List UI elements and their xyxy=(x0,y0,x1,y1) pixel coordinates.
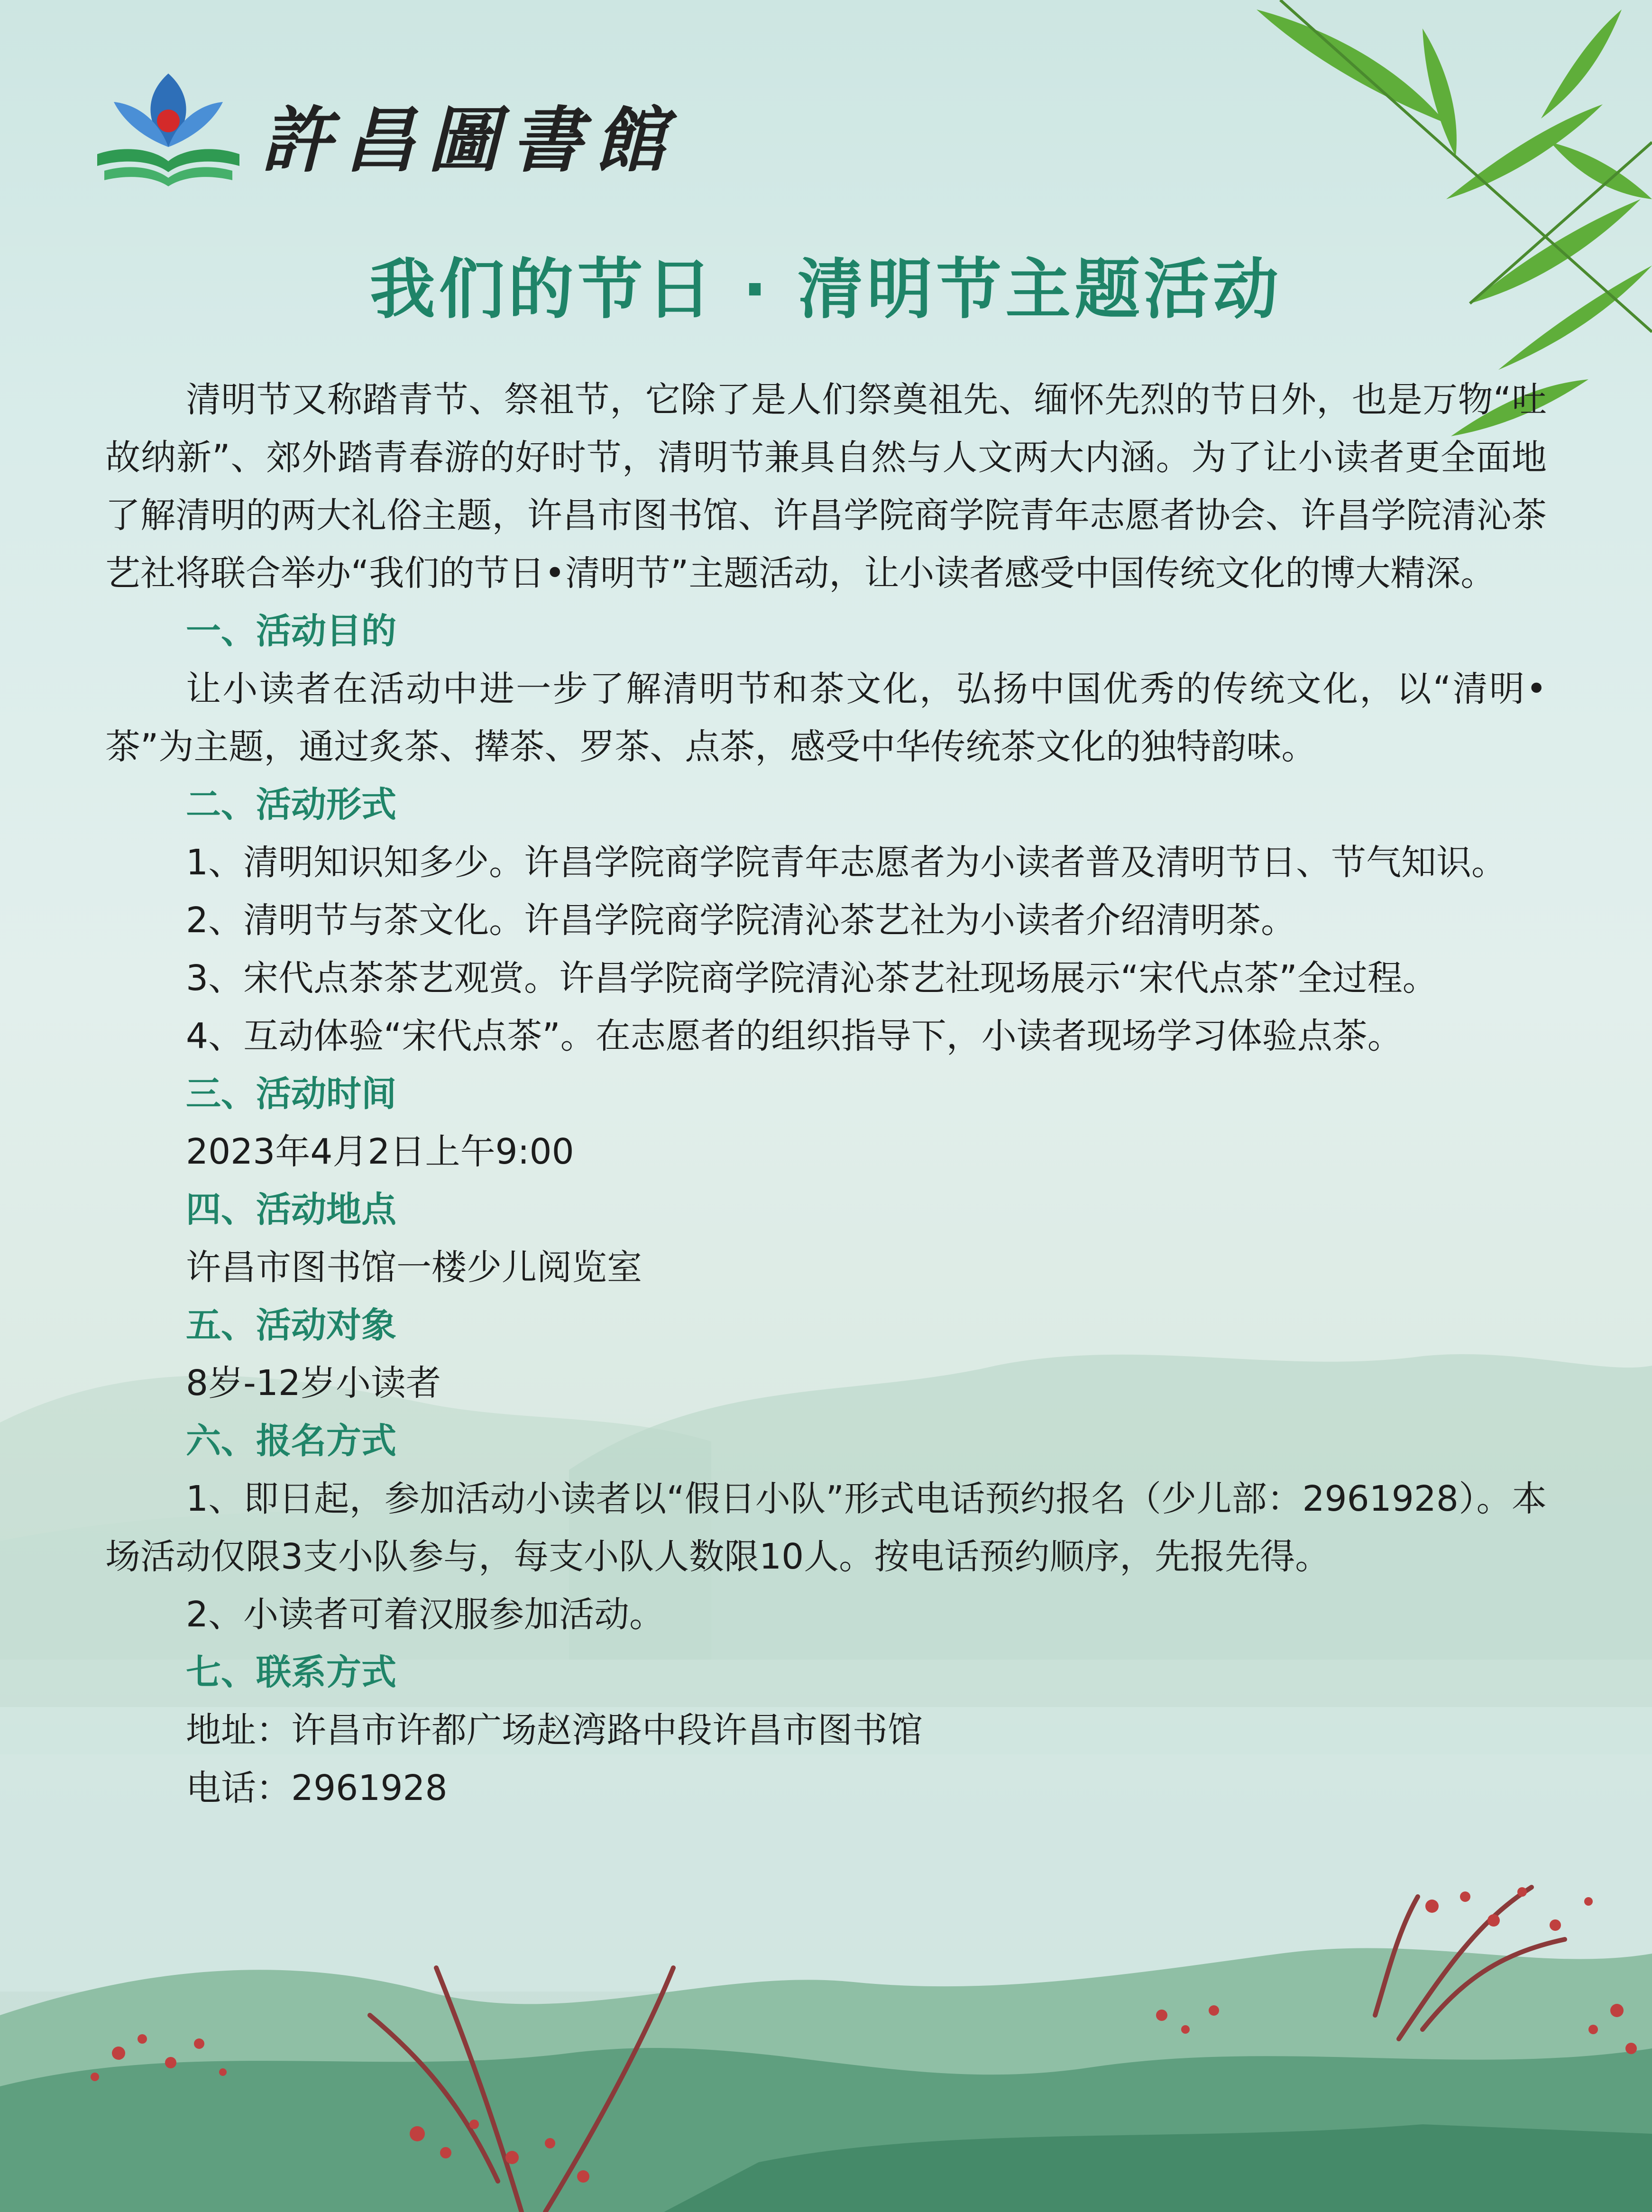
library-logo xyxy=(92,64,690,192)
library-logo-text: 許昌圖書館 xyxy=(261,99,679,182)
purpose-text: 让小读者在活动中进一步了解清明节和茶文化，弘扬中国优秀的传统文化，以“清明•茶”为主题，通过炙茶、撵茶、罗茶、点茶，感受中华传统茶文化的独特韵味。 xyxy=(105,669,1547,767)
heading-format: 二、活动形式 xyxy=(186,784,396,825)
format-item: 2、清明节与茶文化。许昌学院商学院清沁茶艺社为小读者介绍清明茶。 xyxy=(186,900,1296,941)
heading-time: 三、活动时间 xyxy=(186,1074,396,1114)
heading-signup: 六、报名方式 xyxy=(186,1421,396,1461)
page-title: 我们的节日 · 清明节主题活动 xyxy=(369,251,1283,328)
signup-item: 1、即日起，参加活动小读者以“假日小队”形式电话预约报名（少儿部：2961928）。本场活动仅限3支小队参与，每支小队人数限10人。按电话预约顺序，先报先得。 xyxy=(105,1478,1547,1577)
format-item: 1、清明知识知多少。许昌学院商学院青年志愿者为小读者普及清明节日、节气知识。 xyxy=(186,842,1507,883)
signup-item: 2、小读者可着汉服参加活动。 xyxy=(186,1594,665,1635)
time-text: 2023年4月2日上午9:00 xyxy=(186,1131,574,1172)
contact-address: 地址：许昌市许都广场赵湾路中段许昌市图书馆 xyxy=(186,1710,923,1751)
article-body xyxy=(105,371,1547,1817)
place-text: 许昌市图书馆一楼少儿阅览室 xyxy=(186,1247,642,1288)
contact-phone: 电话：2961928 xyxy=(186,1768,448,1808)
heading-contact: 七、联系方式 xyxy=(186,1652,396,1693)
lotus-book-icon xyxy=(92,64,244,192)
heading-audience: 五、活动对象 xyxy=(186,1305,396,1346)
format-item: 3、宋代点茶茶艺观赏。许昌学院商学院清沁茶艺社现场展示“宋代点茶”全过程。 xyxy=(186,958,1438,999)
heading-purpose: 一、活动目的 xyxy=(186,611,396,652)
format-item: 4、互动体验“宋代点茶”。在志愿者的组织指导下，小读者现场学习体验点茶。 xyxy=(186,1016,1403,1056)
intro-paragraph: 清明节又称踏青节、祭祖节，它除了是人们祭奠祖先、缅怀先烈的节日外，也是万物“吐故纳新”、郊外踏青春游的好时节，清明节兼具自然与人文两大内涵。为了让小读者更全面地了解清明的两大礼俗主题，许昌市图书馆、许昌学院商学院青年志愿者协会、许昌学院清沁茶艺社将联合举办“我们的节日•清明节”主题活动，让小读者感受中国传统文化的博大精深。 xyxy=(105,379,1547,594)
audience-text: 8岁-12岁小读者 xyxy=(186,1363,441,1404)
heading-place: 四、活动地点 xyxy=(186,1189,396,1230)
